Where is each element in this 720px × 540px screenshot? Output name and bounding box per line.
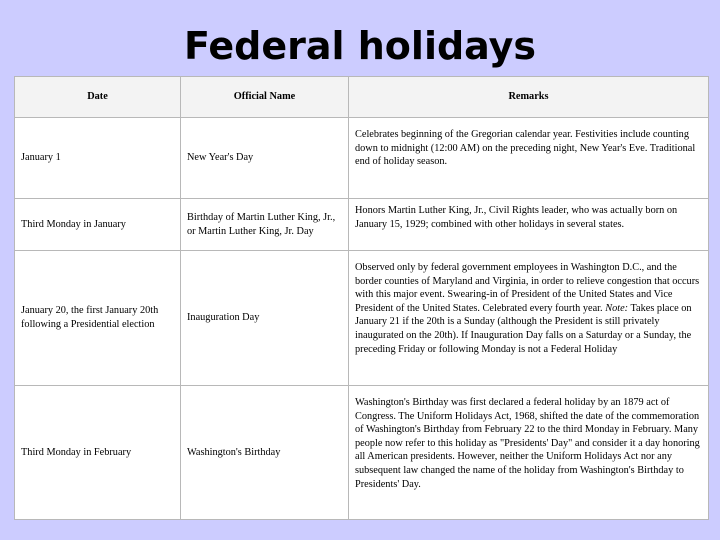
- table-row: [15, 118, 709, 199]
- cell-date: Third Monday in January: [15, 199, 181, 251]
- remarks-note-label: Note:: [605, 302, 629, 314]
- holidays-table-container: [14, 76, 708, 520]
- cell-remarks: [349, 251, 709, 386]
- column-header-official-name: Official Name: [181, 77, 349, 118]
- remarks-text-after-note: Takes place on January 21 if the 20th is a Sunday (although the President is still privately inaugurated on the 20th). If Inauguration Day falls on a Saturday or a Sunday, the preceding Friday or following Monday is not a Federal Holiday: [355, 302, 692, 355]
- cell-official-name: Inauguration Day: [181, 251, 349, 386]
- cell-remarks: Honors Martin Luther King, Jr., Civil Rights leader, who was actually born on January 15, 1929; combined with other holidays in several states.: [349, 199, 709, 251]
- column-header-date: Date: [15, 77, 181, 118]
- remarks-text-before-note: Observed only by federal government employees in Washington D.C., and the border counties of Maryland and Virginia, in order to relieve congestion that occurs with this major event. Swearing-in of President of the United States and Vice President of the United States. Celebrated every fourth year.: [355, 262, 700, 314]
- cell-remarks: Washington's Birthday was first declared a federal holiday by an 1879 act of Congress. The Uniform Holidays Act, 1968, shifted the date of the commemoration of Washington's Birthday from February 22 to the third Monday in February. Many people now refer to this holiday as "Presidents' Day" and consider it a day honoring all American presidents. However, neither the Uniform Holidays Act nor any subsequent law changed the name of the holiday from Washington's Birthday to Presidents' Day.: [349, 386, 709, 520]
- table-row: [15, 386, 709, 520]
- cell-official-name: New Year's Day: [181, 118, 349, 199]
- cell-date: Third Monday in February: [15, 386, 181, 520]
- cell-date: January 1: [15, 118, 181, 199]
- table-header-row: [15, 77, 709, 118]
- table-row: [15, 199, 709, 251]
- cell-date: January 20, the first January 20th following a Presidential election: [15, 251, 181, 386]
- page-title: Federal holidays: [183, 24, 537, 68]
- holidays-table: [14, 76, 709, 520]
- cell-official-name: Birthday of Martin Luther King, Jr., or Martin Luther King, Jr. Day: [181, 199, 349, 251]
- column-header-remarks: Remarks: [349, 77, 709, 118]
- table-row: [15, 251, 709, 386]
- cell-official-name: Washington's Birthday: [181, 386, 349, 520]
- cell-remarks: Celebrates beginning of the Gregorian calendar year. Festivities include counting down to midnight (12:00 AM) on the preceding night, New Year's Eve. Traditional end of holiday season.: [349, 118, 709, 199]
